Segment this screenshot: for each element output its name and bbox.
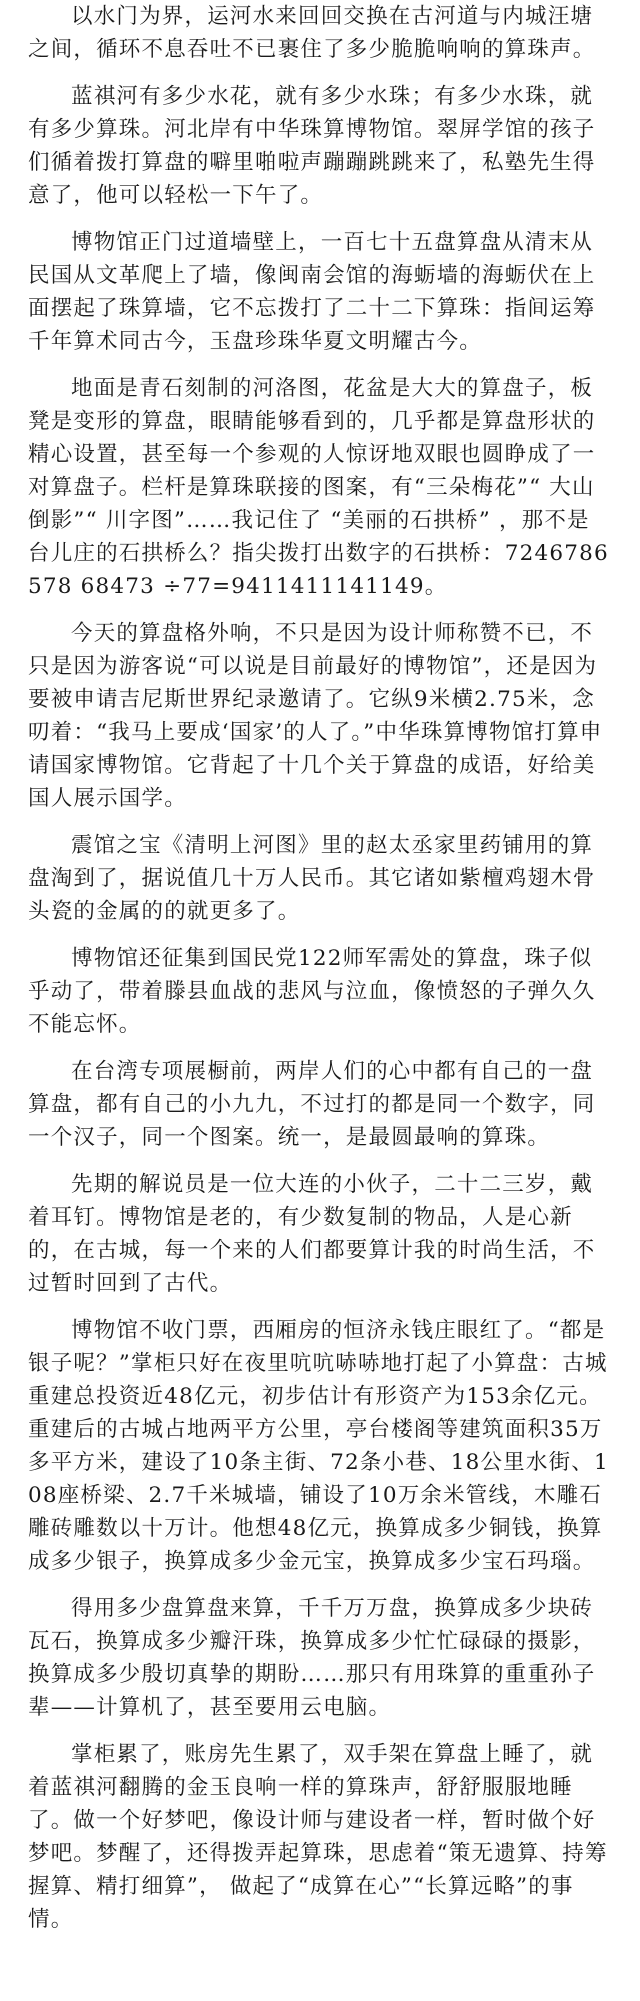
- paragraph-4: 地面是青石刻制的河洛图，花盆是大大的算盘子，板凳是变形的算盘，眼睛能够看到的，几乎都是算盘形状的精心设置，甚至每一个参观的人惊讶地双眼也圆睁成了一对算盘子。栏杆是算珠联接的图案，有“三朵梅花”“ 大山倒影”“ 川字图”……我记住了 “美丽的石拱桥” ，那不是台儿庄的石拱桥么？指尖拨打出数字的石拱桥：7246786578 68473 ÷77=9411411141149。: [28, 376, 609, 599]
- paragraph-3: 博物馆正门过道墙壁上，一百七十五盘算盘从清末从民国从文革爬上了墙，像闽南会馆的海蛎墙的海蛎伏在上面摆起了珠算墙，它不忘拨打了二十二下算珠：指间运筹千年算术同古今，玉盘珍珠华夏文明耀古今。: [28, 230, 596, 354]
- paragraph-5: 今天的算盘格外响，不只是因为设计师称赞不已，不只是因为游客说“可以说是目前最好的博物馆”，还是因为要被申请吉尼斯世界纪录邀请了。它纵9米横2.75米，念叨着：“我马上要成‘国家’的人了。”中华珠算博物馆打算申请国家博物馆。它背起了十几个关于算盘的成语，好给美国人展示国学。: [28, 621, 603, 811]
- paragraph-10: 博物馆不收门票，西厢房的恒济永钱庄眼红了。“都是银子呢？”掌柜只好在夜里吭吭哧哧地打起了小算盘：古城重建总投资近48亿元，初步估计有形资产为153余亿元。重建后的古城占地两平方公里，亭台楼阁等建筑面积35万多平方米，建设了10条主街、72条小巷、18公里水街、108座桥梁、2.7千米城墙，铺设了10万余米管线，木雕石雕砖雕数以十万计。他想48亿元，换算成多少铜钱，换算成多少银子，换算成多少金元宝，换算成多少宝石玛瑙。: [28, 1318, 609, 1574]
- paragraph-1: 以水门为界，运河水来回回交换在古河道与内城汪塘之间，循环不息吞吐不已裹住了多少脆脆响响的算珠声。: [28, 4, 596, 62]
- paragraph-8: 在台湾专项展橱前，两岸人们的心中都有自己的一盘算盘，都有自己的小九九，不过打的都是同一个数字，同一个汉子，同一个图案。统一，是最圆最响的算珠。: [28, 1059, 596, 1150]
- paragraph-6: 震馆之宝《清明上河图》里的赵太丞家里药铺用的算盘淘到了，据说值几十万人民币。其它诸如紫檀鸡翅木骨头瓷的金属的的就更多了。: [28, 833, 596, 924]
- paragraph-12: 掌柜累了，账房先生累了，双手架在算盘上睡了，就着蓝祺河翻腾的金玉良响一样的算珠声，舒舒服服地睡了。做一个好梦吧，像设计师与建设者一样，暂时做个好梦吧。梦醒了，还得拨弄起算珠，思虑着“策无遗算、持筹握算、精打细算”， 做起了“成算在心”“长算远略”的事情。: [28, 1742, 608, 1932]
- paragraph-11: 得用多少盘算盘来算，千千万万盘，换算成多少块砖瓦石，换算成多少瓣汗珠，换算成多少忙忙碌碌的摄影，换算成多少殷切真挚的期盼……那只有用珠算的重重孙子辈——计算机了，甚至要用云电脑。: [28, 1596, 596, 1720]
- paragraph-7: 博物馆还征集到国民党122师军需处的算盘，珠子似乎动了，带着滕县血战的悲风与泣血，像愤怒的子弹久久不能忘怀。: [28, 946, 596, 1037]
- paragraph-2: 蓝祺河有多少水花，就有多少水珠；有多少水珠，就有多少算珠。河北岸有中华珠算博物馆。翠屏学馆的孩子们循着拨打算盘的噼里啪啦声蹦蹦跳跳来了，私塾先生得意了，他可以轻松一下午了。: [28, 84, 596, 208]
- paragraph-9: 先期的解说员是一位大连的小伙子，二十二三岁，戴着耳钉。博物馆是老的，有少数复制的物品，人是心新的，在古城，每一个来的人们都要算计我的时尚生活，不过暂时回到了古代。: [28, 1172, 596, 1296]
